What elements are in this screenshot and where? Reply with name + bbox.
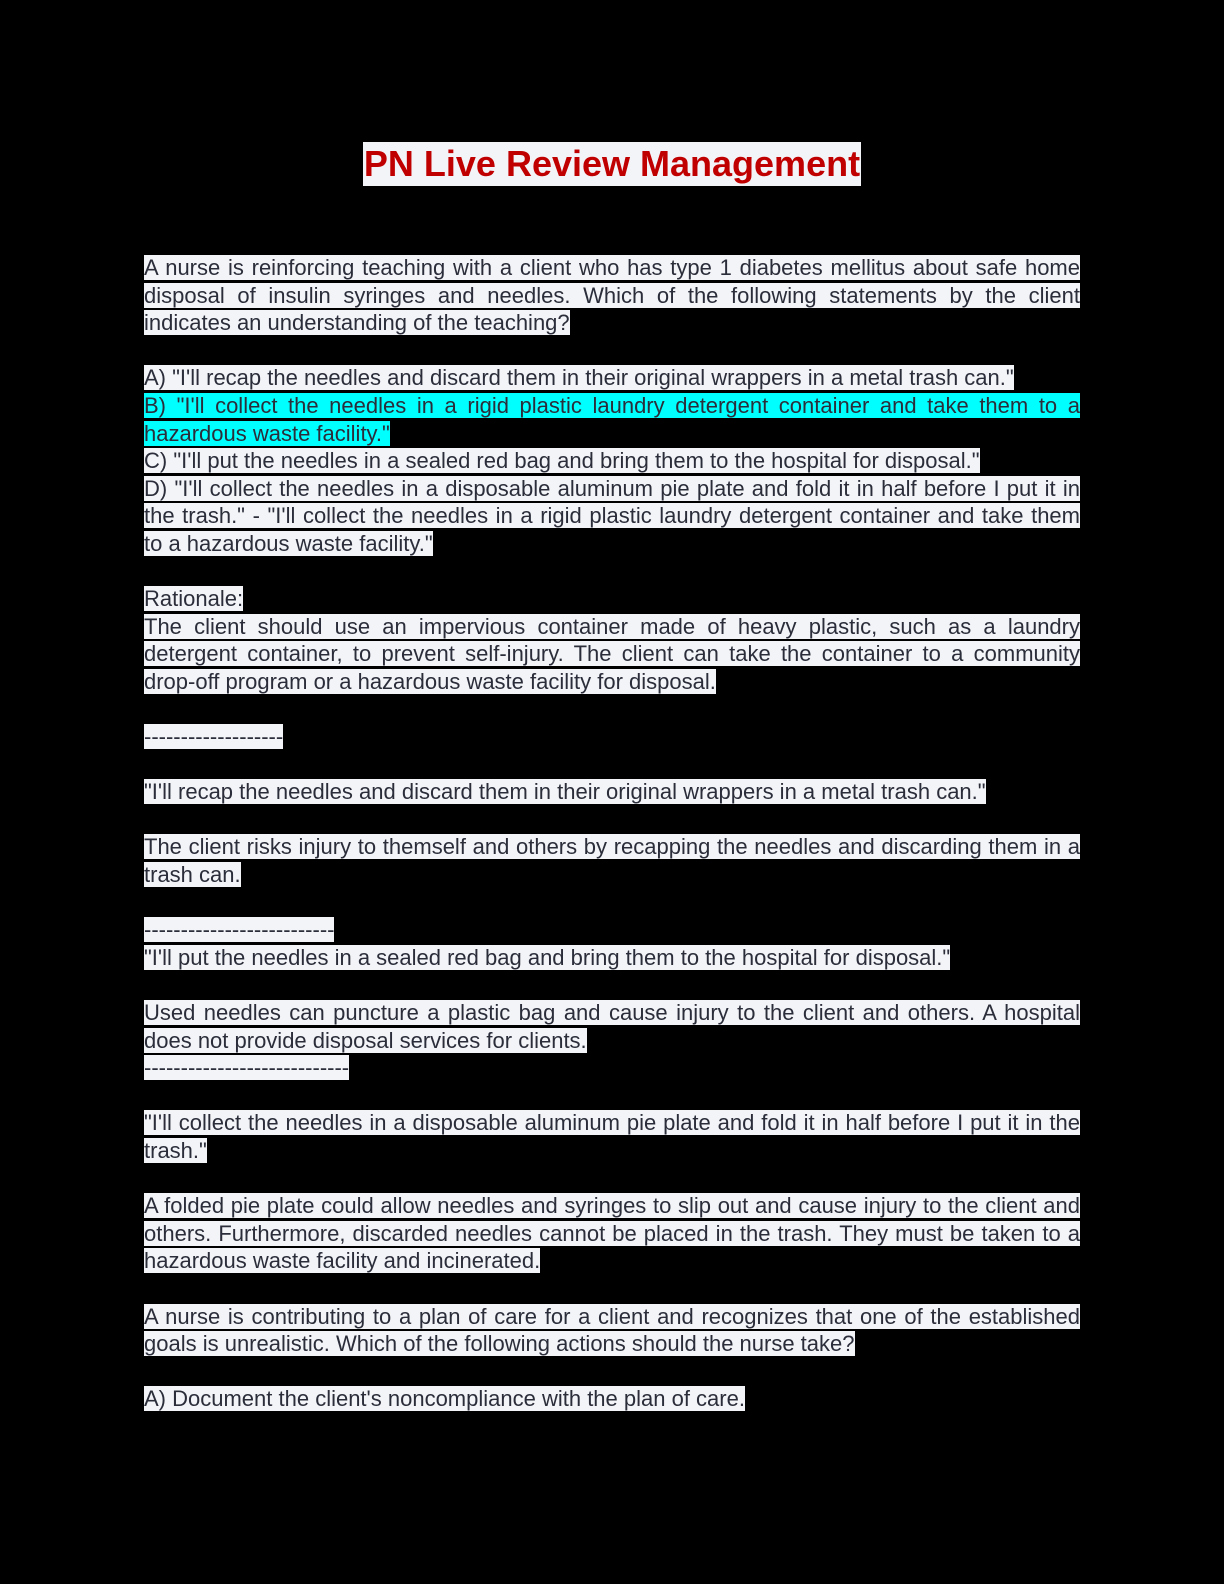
divider-3: ---------------------------- [144, 1055, 350, 1081]
page-title: PN Live Review Management [363, 143, 861, 184]
title-container [0, 142, 1224, 186]
question-1-stem: A nurse is reinforcing teaching with a client who has type 1 diabetes mellitus about safe home disposal of insulin syringes and needles. Which of the following statements by the client indicates an understanding of the teaching? [144, 255, 1080, 336]
divider-2: -------------------------- [144, 917, 335, 943]
distractor-1-quote: "I'll recap the needles and discard them in their original wrappers in a metal trash can." [144, 779, 986, 805]
question-1-option-b-correct: B) "I'll collect the needles in a rigid plastic laundry detergent container and take them to a hazardous waste facility." [144, 392, 1080, 446]
distractor-3-quote: "I'll collect the needles in a disposable aluminum pie plate and fold it in half before I put it in the trash." [144, 1110, 1080, 1163]
distractor-3-explanation: A folded pie plate could allow needles and syringes to slip out and cause injury to the client and others. Furthermore, discarded needles cannot be placed in the trash. They must be taken to a hazardous waste facility and incinerated. [144, 1193, 1080, 1274]
question-2-stem: A nurse is contributing to a plan of care for a client and recognizes that one of the established goals is unrealistic. Which of the following actions should the nurse take? [144, 1303, 1080, 1357]
question-1-option-d: D) "I'll collect the needles in a disposable aluminum pie plate and fold it in half before I put it in the trash." - "I'll collect the needles in a rigid plastic laundry detergent container and take them to a hazardous waste facility." [144, 475, 1080, 556]
divider-1: ------------------- [144, 724, 284, 750]
question-2-option-a: A) Document the client's noncompliance with the plan of care. [144, 1386, 745, 1412]
distractor-2-quote: "I'll put the needles in a sealed red bag and bring them to the hospital for disposal." [144, 944, 951, 970]
question-1-option-a: A) "I'll recap the needles and discard them in their original wrappers in a metal trash can." [144, 365, 1014, 391]
question-1-option-c: C) "I'll put the needles in a sealed red bag and bring them to the hospital for disposal." [144, 448, 980, 474]
distractor-2-explanation: Used needles can puncture a plastic bag and cause injury to the client and others. A hospital does not provide disposal services for clients. [144, 1000, 1080, 1053]
rationale-label: Rationale: [144, 586, 244, 612]
distractor-1-explanation: The client risks injury to themself and others by recapping the needles and discarding them in a trash can. [144, 834, 1080, 888]
rationale-text: The client should use an impervious container made of heavy plastic, such as a laundry detergent container, to prevent self-injury. The client can take the container to a community drop-off program or a hazardous waste facility for disposal. [144, 613, 1080, 694]
document-body [144, 254, 1080, 1413]
